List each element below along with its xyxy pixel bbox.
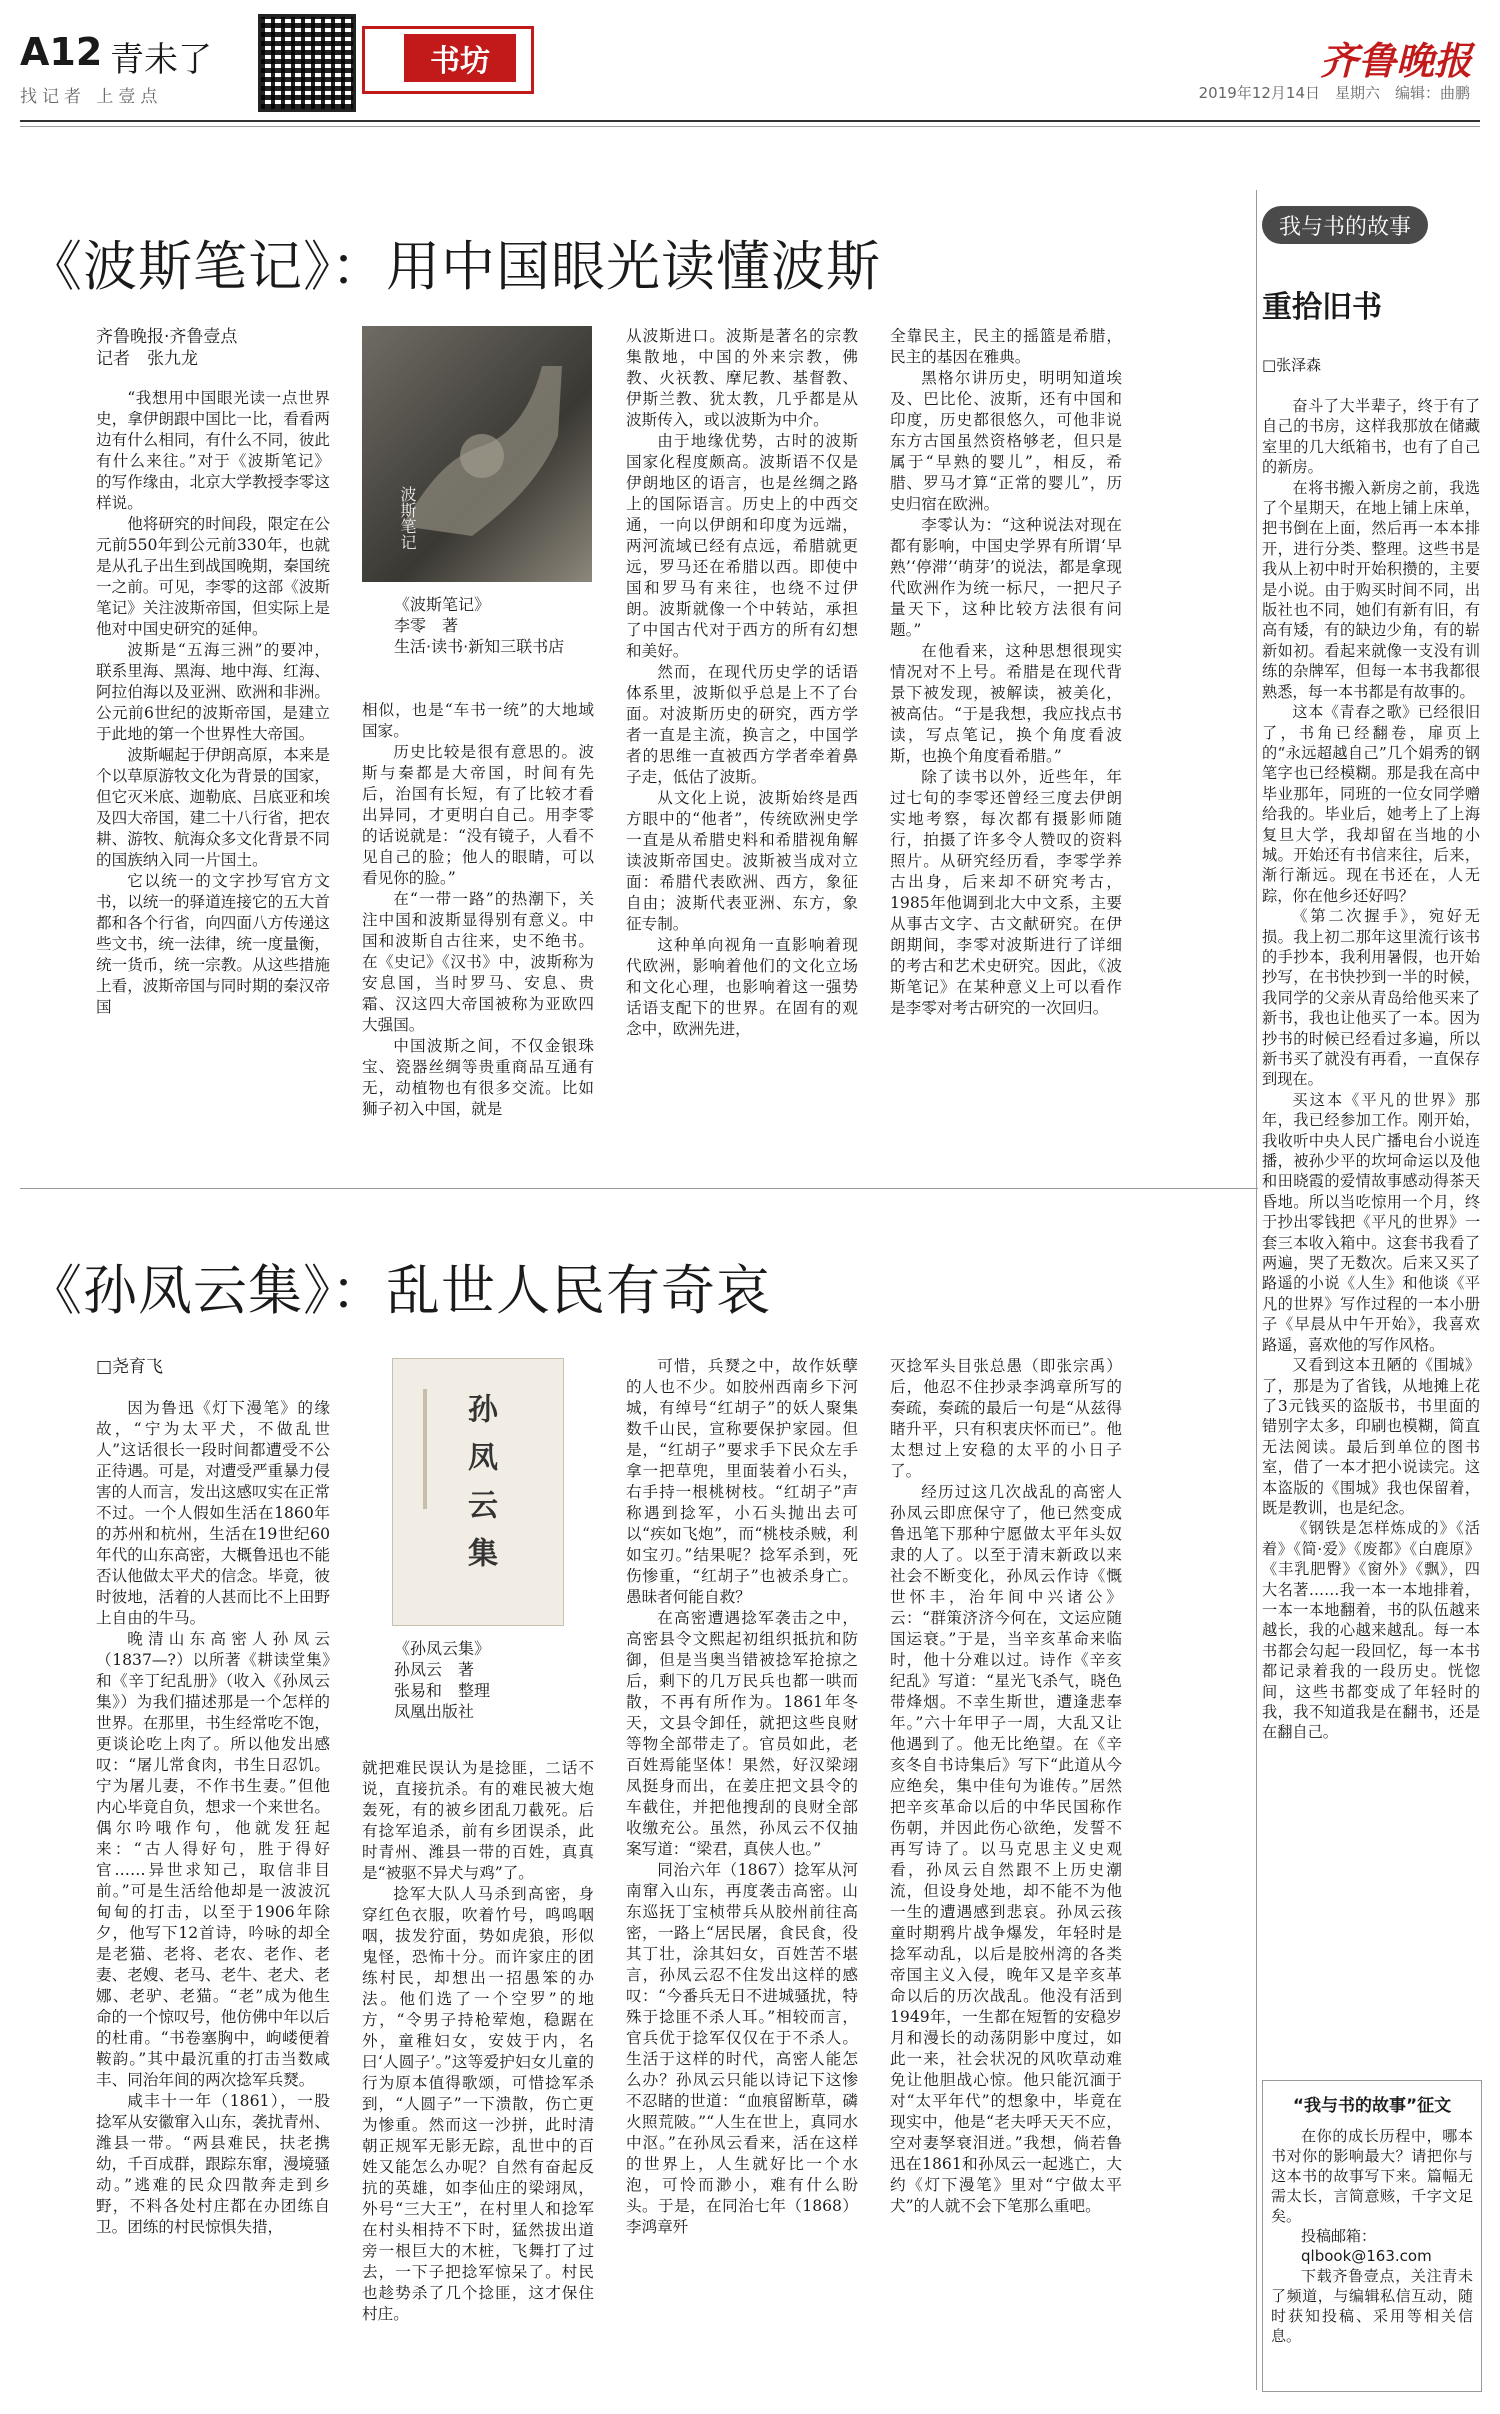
qr-code-icon[interactable] [258,14,356,112]
cover2-title: 孙凤云集 [462,1393,497,1585]
article1-col4 [890,326,1122,1019]
paragraph: 就把难民误认为是捻匪，二话不说，直接抗杀。有的难民被大炮轰死，有的被乡团乱刀截死。后有捻军追杀，前有乡团误杀，此时青州、潍县一带的百姓，真真是“被驱不异犬与鸡”了。 [362,1759,594,1882]
caption-line: 孙凤云 著 [394,1660,475,1679]
paragraph: 《钢铁是怎样炼成的》《活着》《简·爱》《废都》《白鹿原》《丰乳肥臀》《窗外》《飘》，四大名著……我一本一本地排着，一本一本地翻着，书的队伍越来越长，我的心越来越乱。每一本书都会勾起一段回忆，每一本书都记录着我的一段历史。恍惚间，这些书都变成了年轻时的我，我不知道我是在翻书，还是在翻自己。 [1262,1519,1480,1742]
caption-line: 李零 著 [394,616,459,635]
sidebar-pill: 我与书的故事 [1262,206,1428,244]
paragraph: 在“一带一路”的热潮下，关注中国和波斯显得别有意义。中国和波斯自古往来，史不绝书。在《史记》《汉书》中，波斯称为安息国，当时罗马、安息、贵霜、汉这四大帝国被称为亚欧四大强国。 [362,890,594,1034]
call-body [1263,2126,1481,2346]
article-divider [20,1188,1258,1189]
paragraph: 经历过这几次战乱的高密人孙凤云即庶保守了，他已然变成鲁迅笔下那种宁愿做太平年头奴隶的人了。以至于清末新政以来社会不断变化，孙凤云作诗《慨世怀丰，治年间中兴诸公》云：“群策济济今何在，文运应随国运衰。”于是，当辛亥革命来临时，他十分难以过。诗作《辛亥纪乱》写道：“星光飞杀气，晓色带烽烟。不幸生斯世，遭逢悲奉年。”六十年甲子一周，大乱又让他遇到了。他无比绝望。在《辛亥冬自书诗集后》写下“此道从今应绝矣，集中佳句为谁传。”居然把辛亥革命以后的中华民国称作伤朝，并因此伤心欲绝，发誓不再写诗了。以马克思主义史观看，孙凤云自然跟不上历史潮流，但设身处地，却不能不为他一生的遭遇感到悲哀。孙凤云孩童时期鸦片战争爆发，年轻时是捻军动乱，以后是胶州湾的各类帝国主义入侵，晚年又是辛亥革命以后的历次战乱。他没有活到1949年，一生都在短暂的安稳岁月和漫长的动荡阴影中度过，如此一来，社会状况的风吹草动难免让他胆战心惊。他只能沉湎于对“太平年代”的想象中，毕竟在现实中，他是“老夫呼天天不应，空对妻孥衰泪迸。”我想，倘若鲁迅在1861和孙凤云一起逃亡，大约《灯下漫笔》里对“宁做太平犬”的人就不会下笔那么重吧。 [890,1483,1122,2215]
article2-col4 [890,1356,1122,2217]
paragraph: 全靠民主，民主的摇篮是希腊，民主的基因在雅典。 [890,327,1122,366]
paragraph: 从波斯进口。波斯是著名的宗教集散地，中国的外来宗教，佛教、火祆教、摩尼教、基督教、伊斯兰教、犹太教，几乎都是从波斯传入，或以波斯为中介。 [626,327,858,429]
article1-col1 [96,388,330,1018]
paragraph: 《第二次握手》，宛好无损。我上初二那年这里流行该书的手抄本，我利用暑假，也开始抄写，在书快抄到一半的时候，我同学的父亲从青岛给他买来了新书，我也让他买了一本。因为抄书的时候已经看过多遍，所以新书买了就没有再看，一直保存到现在。 [1262,907,1480,1089]
paragraph: 因为鲁迅《灯下漫笔》的缘故，“宁为太平犬，不做乱世人”这话很长一段时间都遭受不公正待遇。可是，对遭受严重暴力侵害的人而言，发出这感叹实在正常不过。一个人假如生活在1860年的苏州和杭州，生活在19世纪60年代的山东高密，大概鲁迅也不能否认他做太平犬的信念。毕竟，彼时彼地，活着的人甚而比不上田野上自由的牛马。 [96,1399,330,1627]
paragraph: 相似，也是“车书一统”的大地域国家。 [362,701,594,740]
paragraph: 除了读书以外，近些年，年过七旬的李零还曾经三度去伊朗实地考察，每次都有摄影师随行，拍摄了许多令人赞叹的资料照片。从研究经历看，李零学养古出身，后来却不研究考古，1985年他调到北大中文系，主要从事古文字、古文献研究。在伊朗期间，李零对波斯进行了详细的考古和艺术史研究。因此，《波斯笔记》在某种意义上可以看作是李零对考古研究的一次回归。 [890,768,1122,1017]
paragraph: 晚清山东高密人孙凤云（1837—?）以所著《耕读堂集》和《辛丁纪乱册》（收入《孙凤云集》）为我们描述那是一个怎样的世界。在那里，书生经常吃不饱，更谈论吃上肉了。所以他发出感叹：“屠儿常食肉，书生日忍饥。宁为屠儿妻，不作书生妻。”但他内心毕竟自负，想求一个来世名。偶尔吟哦作句，他就发狂起来：“古人得好句，胜于得好官……异世求知己，取信非目前。”可是生活给他却是一波波沉甸甸的打击，以至于1906年除夕，他写下12首诗，吟咏的却全是老猫、老将、老农、老作、老妻、老嫂、老马、老牛、老犬、老娜、老驴、老猫。“老”成为他生命的一个惊叹号，他仿佛中年以后的杜甫。“书卷塞胸中，岣嵝便着鞍韵。”其中最沉重的打击当数咸丰、同治年间的两次捻军兵燹。 [96,1630,330,2089]
paragraph: 捻军大队人马杀到高密，身穿红色衣服，吹着竹号，鸣鸣咽咽，拔发狞面，势如虎狼，形似鬼怪，恐怖十分。而许家庄的团练村民，却想出一招愚笨的办法。他们选了一个空罗”的地方，“令男子持枪荤炮，稳踞在外，童稚妇女，安妓于内，名曰‘人圆子’。”这等爱护妇女儿童的行为原本值得歌颂，可惜捻军杀到，“人圆子”一下溃散，伤亡更为惨重。然而这一沙拼，此时清朝正规军无影无踪，乱世中的百姓又能怎么办呢？自然有奋起反抗的英雄，如李仙庄的梁翊凤，外号“三大王”，在村里人和捻军在村头相持不下时，猛然拔出道旁一根巨大的木桩，飞舞打了过去，一下子把捻军惊呆了。村民也趁势杀了几个捻匪，这才保住村庄。 [362,1885,594,2323]
article1-byline [96,326,237,370]
article2-col3 [626,1356,858,2238]
cover2-stripe [423,1389,427,1509]
paragraph: 他将研究的时间段，限定在公元前550年到公元前330年，也就是从孔子出生到战国晚期，秦国统一之前。可见，李零的这部《波斯笔记》关注波斯帝国，但实际上是他对中国史研究的延伸。 [96,515,330,638]
paragraph: 然而，在现代历史学的话语体系里，波斯似乎总是上不了台面。对波斯历史的研究，西方学者一直是主流，换言之，中国学者的思维一直被西方学者牵着鼻子走，低估了波斯。 [626,663,858,786]
caption-line: 《孙凤云集》 [394,1639,491,1658]
article1-book-caption [394,594,564,657]
column-tag: 书坊 [404,34,516,82]
paragraph: 在高密遭遇捻军袭击之中，高密县令文熙起初组织抵抗和防御，但是当奥当错被捻军抢掠之后，剩下的几万民兵也都一哄而散，不再有所作为。1861年冬天，文县令卸任，就把这些良财等物全部带走了。官员如此，老百姓焉能坚体！果然，好汉梁翊凤挺身而出，在姜庄把文县令的车截住，并把他搜刮的良财全部收缴充公。虽然，孙凤云不仅抽案写道：“梁君，真侠人也。” [626,1609,858,1858]
book-cover-image [362,326,592,582]
paragraph: 从文化上说，波斯始终是西方眼中的“他者”，传统欧洲史学一直是从希腊史料和希腊视角解读波斯帝国史。波斯被当成对立面：希腊代表欧洲、西方，象征自由；波斯代表亚洲、东方，象征专制。 [626,789,858,933]
paragraph: 灭捻军头目张总愚（即张宗禹）后，他忍不住抄录李鸿章所写的奏疏，奏疏的最后一句是“从兹得睹升平，只有积衷庆怀而已”。他太想过上安稳的太平的小日子了。 [890,1357,1122,1480]
article1-title: 《波斯笔记》：用中国眼光读懂波斯 [28,235,881,298]
book-cover-image-2 [392,1358,564,1626]
caption-line: 生活·读书·新知三联书店 [394,637,565,656]
paragraph: 黑格尔讲历史，明明知道埃及、巴比伦、波斯，还有中国和印度，历史都很悠久，可他非说东方古国虽然资格够老，但只是属于“早熟的婴儿”，相反，希腊、罗马才算“正常的婴儿”，历史归宿在欧洲。 [890,369,1122,513]
header-divider [20,120,1480,122]
caption-line: 凤凰出版社 [394,1702,475,1721]
call-for-submissions-box [1262,2080,1482,2392]
paragraph: 它以统一的文字抄写官方文书，以统一的驿道连接它的五大首都和各个行省，向四面八方传递这些文书，统一法律，统一度量衡，统一货币，统一宗教。从这些措施上看，波斯帝国与同时期的秦汉帝国 [96,872,330,1016]
paragraph: 李零认为：“这种说法对现在都有影响，中国史学界有所谓‘早熟’‘停滞’‘萌芽’的说法，都是拿现代欧洲作为统一标尺，一把尺子量天下，这种比较方法很有问题。” [890,516,1122,639]
article2-book-caption [394,1638,490,1722]
newspaper-logo: 齐鲁晚报 [1319,38,1472,83]
paragraph: 由于地缘优势，古时的波斯国家化程度颇高。波斯语不仅是伊朗地区的语言，也是丝绸之路上的国际语言。历史上的中西交通，一向以伊朗和印度为远端，两河流域已经有点远，希腊就更远，罗马还在希腊以西。即使中国和罗马有来往，也绕不过伊朗。波斯就像一个中转站，承担了中国古代对于西方的所有幻想和美好。 [626,432,858,660]
paragraph: 可惜，兵燹之中，故作妖孽的人也不少。如胶州西南乡下河城，有绰号“红胡子”的妖人聚集数千山民，宣称要保护家园。但是，“红胡子”要求手下民众左手拿一把草兜，里面装着小石头，右手持一根桃树枝。“红胡子”声称遇到捻军，小石头抛出去可以“疾如飞炮”，而“桃枝杀贼，利如宝刃。”结果呢？捻军杀到，死伤惨重，“红胡子”也被杀身亡。愚昧者何能自救？ [626,1357,858,1606]
article1-byline-author: 记者 张九龙 [96,349,198,369]
sidebar-title: 重拾旧书 [1262,290,1382,325]
paragraph: 又看到这本丑陋的《围城》了，那是为了省钱，从地摊上花了3元钱买的盗版书，书里面的错别字太多，印刷也模糊，简直无法阅读。最后到单位的图书室，借了一本才把小说读完。这本盗版的《围城》我也保留着，既是教训，也是纪念。 [1262,1356,1480,1517]
mail-label: 投稿邮箱： [1301,2227,1377,2245]
paragraph: 这种单向视角一直影响着现代欧洲，影响着他们的文化立场和文化心理，也影响着这一强势话语支配下的世界。在固有的观念中，欧洲先进， [626,936,858,1038]
paragraph: 下载齐鲁壹点，关注青未了频道，与编辑私信互动，随时获知投稿、采用等相关信息。 [1271,2267,1473,2345]
paragraph: 在他看来，这种思想很现实情况对不上号。希腊是在现代背景下被发现，被解读，被美化，被高估。“于是我想，我应找点书读，写点笔记，换个角度看波斯，也换个角度看希腊。” [890,642,1122,765]
sidebar-byline: □张泽森 [1262,356,1322,374]
article2-byline: □尧育飞 [96,1357,164,1377]
paragraph: 咸丰十一年（1861），一股捻军从安徽窜入山东，袭扰青州、潍县一带。“两县难民，扶老携幼，千百成群，跟踪东窜，漫境骚动。”逃难的民众四散奔走到乡野，不料各处村庄都在办团练自卫。团练的村民惊惧失措， [96,2092,330,2236]
paragraph: 奋斗了大半辈子，终于有了自己的书房，这样我那放在储藏室里的几大纸箱书，也有了自己的新房。 [1262,397,1480,477]
article1-col2 [362,700,594,1120]
paragraph: 在将书搬入新房之前，我选了个星期天，在地上铺上床单，把书倒在上面，然后再一本本排开，进行分类、整理。这些书是我从上初中时开始积攒的，主要是小说。由于购买时间不同，出版社也不同，她们有新有旧，有高有矮，有的缺边少角，有的崭新如初。看起来就像一支没有训练的杂牌军，但每一本书我都很熟悉，每一本书都是有故事的。 [1262,478,1480,701]
paragraph: 在你的成长历程中，哪本书对你的影响最大？请把你与这本书的故事写下来。篇幅无需太长，言简意赅，千字文足矣。 [1271,2127,1473,2225]
article1-col3 [626,326,858,1040]
paragraph: 同治六年（1867）捻军从河南窜入山东，再度袭击高密。山东巡抚丁宝桢带兵从胶州前往高密，一路上“居民屠，食民食，役其丁壮，涂其妇女，百姓苦不堪言，孙凤云忍不住发出这样的感叹：“今番兵无日不进城骚扰，特殊于捻匪不杀人耳。”相较而言，官兵优于捻军仅仅在于不杀人。生活于这样的时代，高密人能怎么办？孙凤云只能以诗记下这惨不忍睹的世道：“血痕留断草，磷火照荒陂。”“人生在世上，真同水中沤。”在孙凤云看来，活在这样的世界上，人生就好比一个水泡，可怜而渺小，难有什么盼头。于是，在同治七年（1868）李鸿章歼 [626,1861,858,2236]
cover-title: 波斯笔记 [398,486,417,550]
page-number: A12 [20,30,103,74]
sidebar-body [1262,396,1480,1743]
header-divider-thin [20,126,1480,127]
article2-col2 [362,1758,594,2325]
paragraph: 这本《青春之歌》已经很旧了，书角已经翻卷，扉页上的“永远超越自己”几个娟秀的钢笔字也已经模糊。那是我在高中毕业那年，同班的一位女同学赠给我的。毕业后，她考上了上海复旦大学，我却留在当地的小城。开始还有书信来往，后来，渐行渐远。现在书还在，人无踪，你在他乡还好吗？ [1262,703,1480,905]
mail-address[interactable]: qlbook@163.com [1301,2247,1432,2265]
article2-title: 《孙凤云集》：乱世人民有奇哀 [28,1259,771,1322]
paragraph: 历史比较是很有意思的。波斯与秦都是大帝国，时间有先后，治国有长短，有了比较才看出异同，才更明白自己。用李零的话说就是：“没有镜子，人看不见自己的脸；他人的眼睛，可以看见你的脸。” [362,743,594,887]
section-name: 青未了 [110,40,212,80]
paragraph: “我想用中国眼光读一点世界史，拿伊朗跟中国比一比，看看两边有什么相同，有什么不同，彼此有什么来往。”对于《波斯笔记》的写作缘由，北京大学教授李零这样说。 [96,389,330,512]
section-subtitle: 找记者 上壹点 [20,87,163,107]
paragraph: 波斯崛起于伊朗高原，本来是个以草原游牧文化为背景的国家，但它灭米底、迦勒底、吕底亚和埃及四大帝国，建二十八行省，把农耕、游牧、航海众多文化背景不同的国族纳入同一片国土。 [96,746,330,869]
article2-col1 [96,1398,330,2238]
article1-byline-source: 齐鲁晚报·齐鲁壹点 [96,327,238,347]
caption-line: 张易和 整理 [394,1681,491,1700]
caption-line: 《波斯笔记》 [394,595,491,614]
sidebar-divider [1256,190,1257,2390]
issue-meta: 2019年12月14日 星期六 编辑：曲鹏 [1198,84,1470,102]
paragraph: 中国波斯之间，不仅金银珠宝、瓷器丝绸等贵重商品互通有无，动植物也有很多交流。比如狮子初入中国，就是 [362,1037,594,1118]
paragraph: 波斯是“五海三洲”的要冲，联系里海、黑海、地中海、红海、阿拉伯海以及亚洲、欧洲和非洲。公元前6世纪的波斯帝国，是建立于此地的第一个世界性大帝国。 [96,641,330,743]
paragraph: 买这本《平凡的世界》那年，我已经参加工作。刚开始，我收听中央人民广播电台小说连播，被孙少平的坎坷命运以及他和田晓霞的爱情故事感动得茶天昏地。所以当吃惊用一个月，终于抄出零钱把《平凡的世界》一套三本收入箱中。这套书我看了两遍，哭了无数次。后来又买了路遥的小说《人生》和他谈《平凡的世界》写作过程的一本小册子《早晨从中午开始》，我喜欢路遥，喜欢他的写作风格。 [1262,1090,1480,1354]
call-title: “我与书的故事”征文 [1292,2096,1452,2116]
